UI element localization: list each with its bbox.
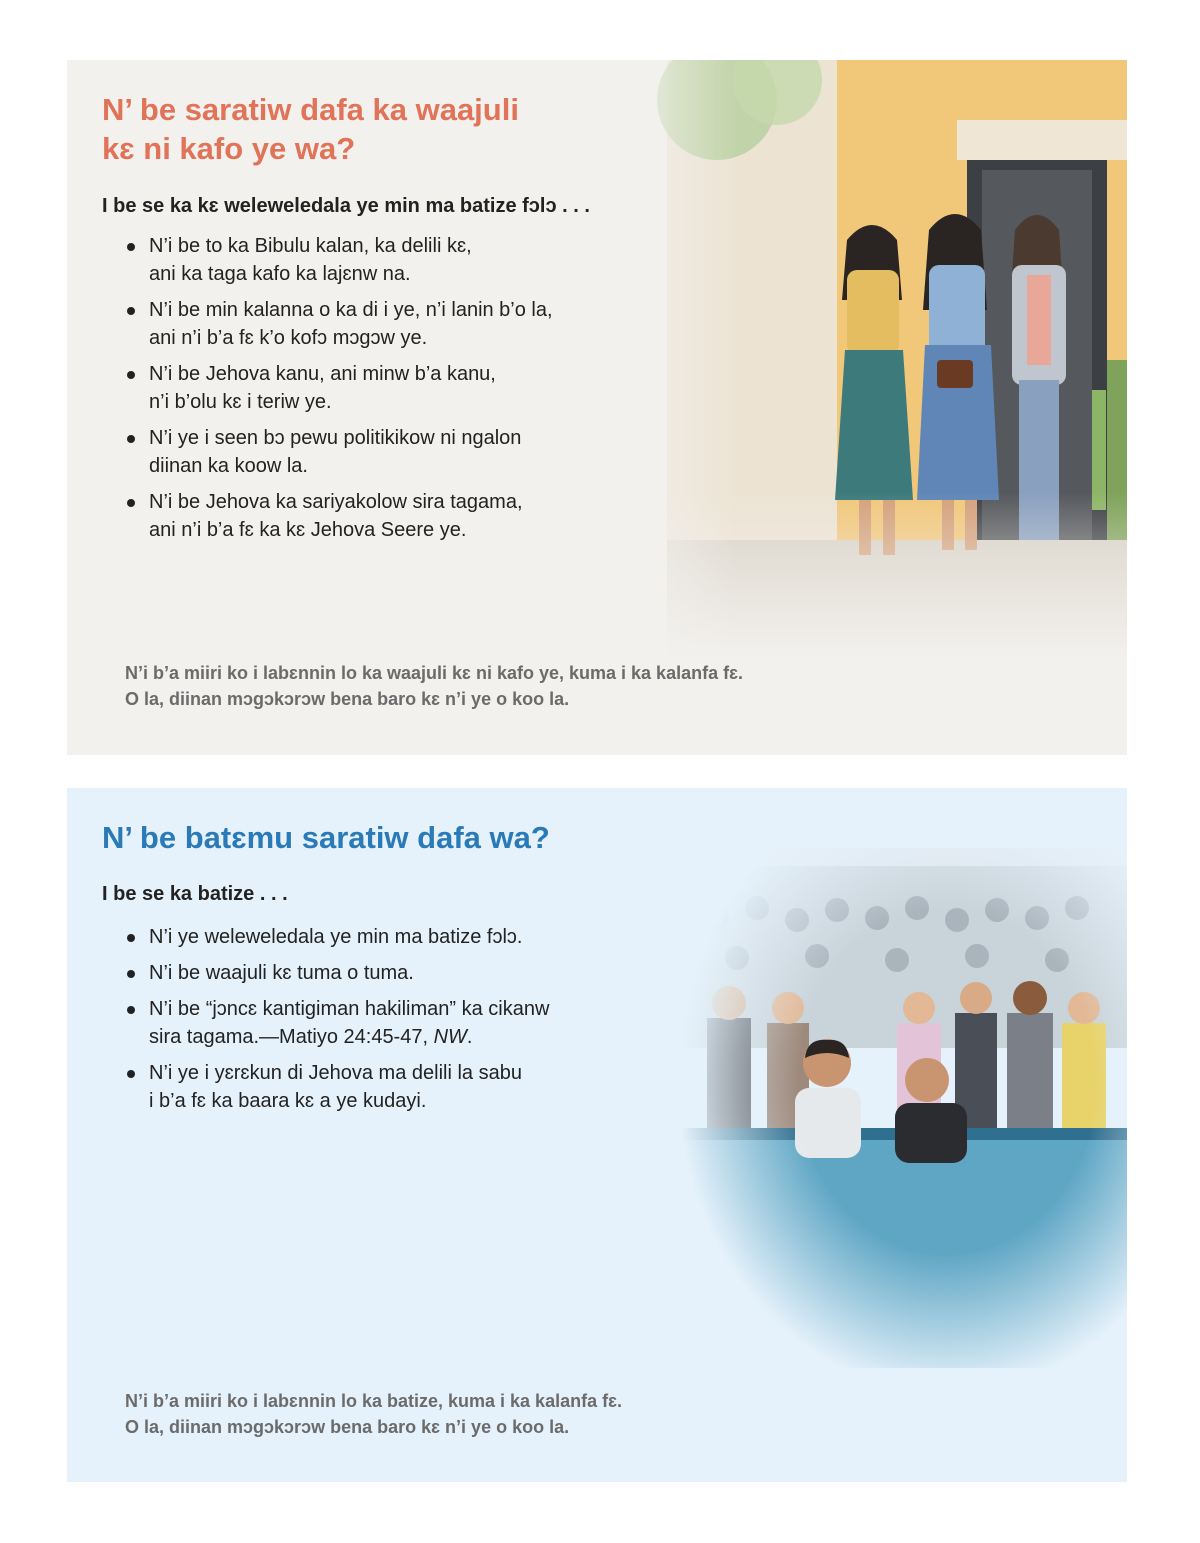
section-title: N’ be saratiw dafa ka waajuli kɛ ni kafo ye wa? — [102, 92, 519, 166]
section-intro: I be se ka batize . . . — [102, 883, 288, 905]
ministry-requirements-panel — [67, 60, 1127, 755]
list-item: N’i be Jehova kanu, ani minw b’a kanu, n’i b’olu kɛ i teriw ye. — [125, 360, 645, 416]
requirements-list — [125, 232, 645, 552]
section-intro: I be se ka kɛ weleweledala ye min ma batize fɔlɔ . . . — [102, 195, 590, 217]
list-item: N’i ye i seen bɔ pewu politikikow ni ngalon diinan ka koow la. — [125, 424, 645, 480]
list-item: N’i ye weleweledala ye min ma batize fɔlɔ. — [125, 923, 685, 951]
list-item: N’i be “jɔncɛ kantigiman hakiliman” ka cikanw sira tagama.—Matiyo 24:45-47, NW. — [125, 995, 685, 1051]
list-item: N’i ye i yɛrɛkun di Jehova ma delili la sabu i b’a fɛ ka baara kɛ a ye kudayi. — [125, 1059, 685, 1115]
list-item: N’i be waajuli kɛ tuma o tuma. — [125, 959, 685, 987]
requirements-list — [125, 923, 685, 1123]
list-item: N’i be to ka Bibulu kalan, ka delili kɛ, ani ka taga kafo ka lajɛnw na. — [125, 232, 645, 288]
section-footer-note: N’i b’a miiri ko i labɛnnin lo ka waajuli kɛ ni kafo ye, kuma i ka kalanfa fɛ. O la, diinan mɔgɔkɔrɔw bena baro kɛ n’i ye o koo la. — [125, 663, 744, 709]
list-item: N’i be min kalanna o ka di i ye, n’i lanin b’o la, ani n’i b’a fɛ k’o kofɔ mɔgɔw ye. — [125, 296, 645, 352]
ministry-door-illustration — [607, 60, 1127, 660]
section-footer-note: N’i b’a miiri ko i labɛnnin lo ka batize, kuma i ka kalanfa fɛ. O la, diinan mɔgɔkɔrɔw bena baro kɛ n’i ye o koo la. — [125, 1391, 623, 1437]
baptism-requirements-panel — [67, 788, 1127, 1482]
list-item: N’i be Jehova ka sariyakolow sira tagama, ani n’i b’a fɛ ka kɛ Jehova Seere ye. — [125, 488, 645, 544]
baptism-illustration — [677, 848, 1127, 1368]
section-title: N’ be batɛmu saratiw dafa wa? — [102, 820, 550, 855]
